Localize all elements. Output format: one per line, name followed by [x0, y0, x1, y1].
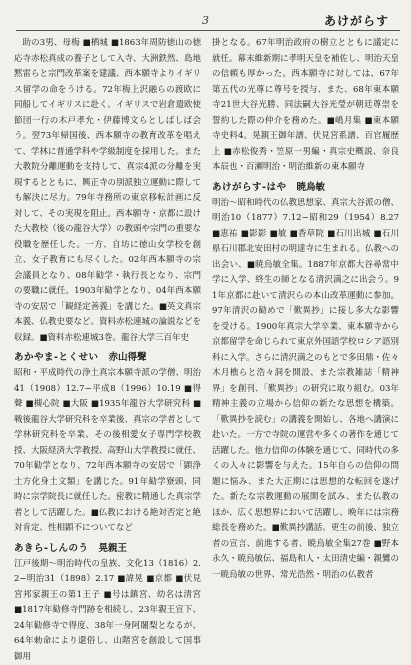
entry-heading-akira	[14, 540, 201, 557]
entry-text-akamatsu-cont: 助の3男、母梅 ■栖城 ■1863年周防徳山の徳応寺赤松真成の養子として入寺、大洲鉄然、島地黙雷らと宗門改革案を建議、西本願寺よりイギリス留学の命をうける。72年梅上沢融らの渡欧に同船してイギリスに赴く。イギリスで岩倉遣欧使節団一行の木戸孝允・伊藤博文らとしばしば会う。翌73年帰国後、西本願寺の教育改革を唱えて、学林に普通学科や学級制度を採用した。また大教院分離運動を支持して、真宗4派の分離を実現するとともに、興正寺の別派独立運動に際しても解決に尽力。79年寺務所の東京移転計画に反対して、その実現を阻止。西本願寺・京都に設けた大教校（後の龍谷大学）の教頭や宗門の重要な役職を歴任した。一方、自坊に徳山女学校を創立、女子教育にも尽くした。02年西本願寺の宗会議員となり、08年勧学・執行長となり、宗門の要職に就任。1903年勧学となり、04年西本願寺の安居で「観経定善義」を講じた。■英文真宗本義、仏教史要など。資料赤松連城の論説などを収録。■資料赤松連城3巻。龍谷大学三百年史	[14, 36, 201, 346]
entry-text-akira-cont: 掛となる。67年明治政府の樹立とともに議定に就任。幕末維新期に孝明天皇を補佐し、明治天皇の信頼も厚かった。西本願寺に対しては、67年第五代の光尊に尊号を授与、また、68年東本願寺21世大谷光勝、同法嗣大谷光瑩が朝廷尊崇を誓約した際の仲介を務めた。■嶋月集 ■東本願寺史料4。晃親王御年譜、伏見宮系譜、百官履歴上 ■赤松俊秀・笠原一男編・真宗史概説、奈良本辰也・百瀬明治・明治維新の東本願寺	[212, 36, 399, 176]
entry-name: 晃親王	[98, 543, 127, 554]
entry-name: 赤山得聲	[108, 352, 146, 363]
header-rule	[16, 30, 400, 31]
entry-text-akira: 江戸後期〜明治時代の皇族、文化13（1816）2.2−明治31（1898）2.17 ■諱晃 ■京都 ■伏見宮邦家親王の第1王子 ■号は鎮宮、幼名は清宮 ■1817年勧修寺門跡を相続し、23年親王宣下、24年勧修寺で得度、38年一身阿闍梨となるが、64年勅命により還俗し、山階宮を創設して国事御用	[14, 557, 201, 665]
running-head: あけがらす	[324, 12, 389, 29]
entry-heading-akayama	[14, 349, 201, 366]
entry-reading: あけがらす-はや	[212, 182, 286, 193]
page-number: 3	[0, 14, 411, 27]
entry-text-akegarasu: 明治〜昭和時代の仏教思想家、真宗大谷派の僧、明治10（1877）7.12−昭和29（1954）8.27 ■恵祐 ■影影 ■敏 ■香草院 ■石川出城 ■石川県石川郡北安田村の明達寺に生まれる。仏教への出会い、■暁烏敏全集。1887年京都大谷尋常中学に入学、終生の師となる清沢満之に出会う。91年京都に赴いて清沢らの本山改革運動に参加。97年清沢の勧めで「歎異抄」に接し多大な影響を受ける。1900年真宗大学卒業、東本願寺から京都留学を命じられて東京外国語学校ロシア語別科に入学。さらに清沢満之のもとで多田鼎・佐々木月樵らと浩々洞を開設、また宗教雑誌「精神界」を創刊、「歎異抄」の研究に取り組む。03年精神主義の立場から信仰の新たな思想を構築。「歎異抄を読む」の講義を開始し、各地へ講演に赴いた。一方で寺院の運営や多くの著作を通じて活躍した。他力信仰の体験を通じて、同時代の多くの人々に影響を与えた。15年自らの信仰の問題に悩み、また大正期には思想的な転回を遂げた。新たな宗教運動の展開を試み、また仏教のほか、広く思想界において活躍し、晩年には宗務総長を務めた。■歎異抄講話、更生の前後、独立者の宣言、前進する者、暁烏敏全集27巻 ■野本永久・暁烏敏伝、福島和人・太田清史編・親鸞の一暁烏敏の世界、常光浩然・明治の仏教者	[212, 196, 399, 584]
entry-text-akayama: 昭和・平成時代の浄土真宗本願寺派の学僧、明治41（1908）12.7−平成8（1996）10.19 ■得聲 ■槻心院 ■大阪 ■1935年龍谷大学研究科 ■戦後龍谷大学研究科を卒業後、真宗の学者として学林研究科を卒業、その後相愛女子専門学校教授、大阪経済大学教授、高野山大学教授に就任、70年勧学となり、72年西本願寺の安居で「顕浄土方化身土文類」を講じた。91年勧学寮頭、同時に宗学院長に就任した。密教に精通した真宗学者として活躍した。■仏教における絶対否定と絶対肯定、性相顕不についてなど	[14, 366, 201, 537]
left-column	[14, 36, 201, 592]
entry-name: 暁烏敏	[296, 182, 325, 193]
entry-reading: あかやま-とくせい	[14, 352, 98, 363]
entry-reading: あきら-しんのう	[14, 543, 88, 554]
entry-heading-akegarasu	[212, 179, 399, 196]
right-column	[212, 36, 399, 592]
